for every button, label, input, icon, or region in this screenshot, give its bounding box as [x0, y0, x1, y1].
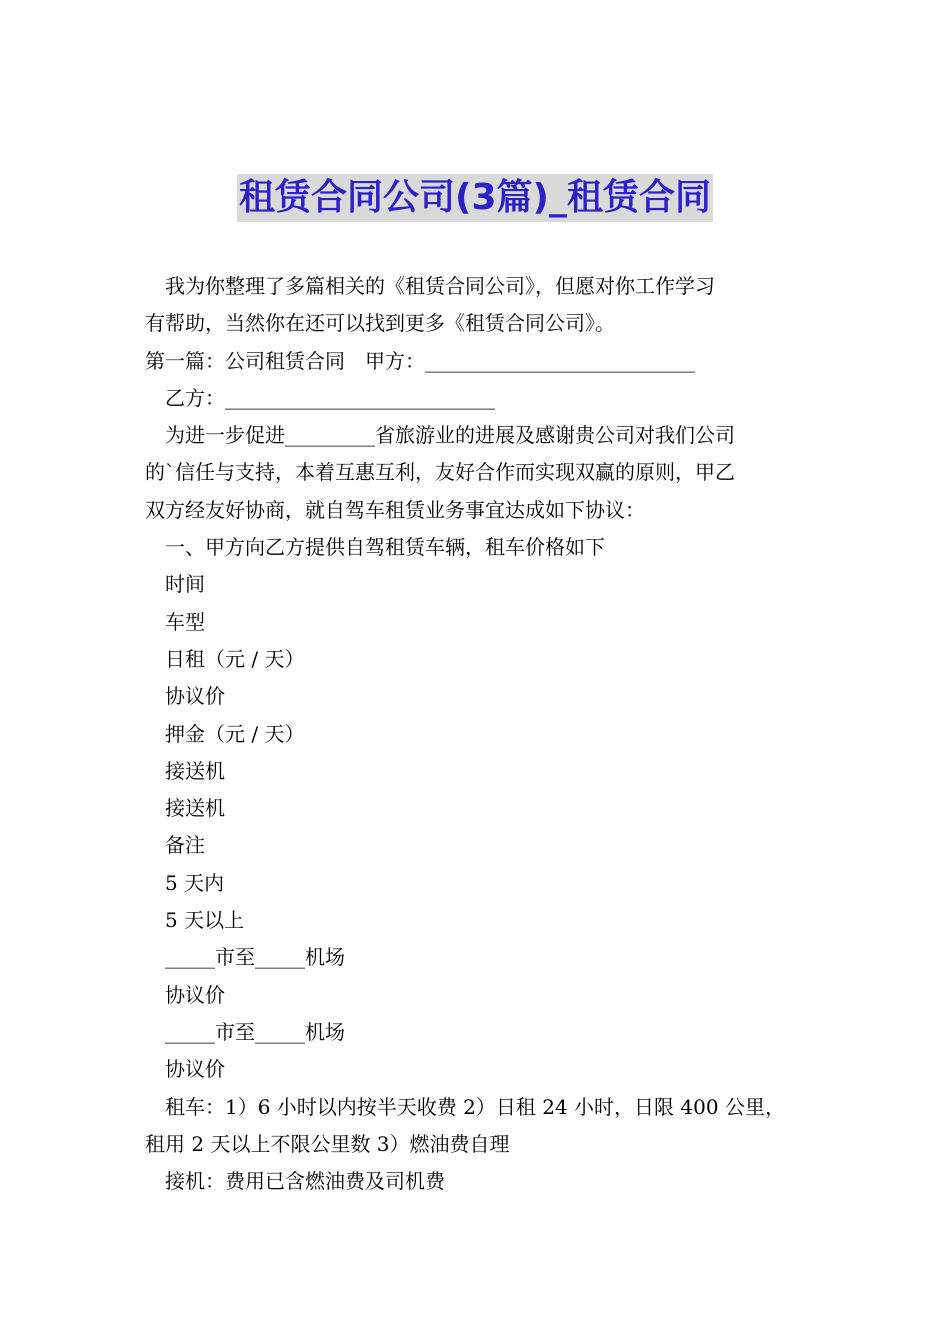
table-line: 车型: [165, 609, 205, 634]
clause-1: 一、甲方向乙方提供自驾租赁车辆，租车价格如下: [165, 535, 605, 560]
intro-line-1: 我为你整理了多篇相关的《租赁合同公司》，但愿对你工作学习: [165, 274, 715, 298]
table-line: 接送机: [165, 796, 225, 821]
document-body: [145, 268, 835, 1200]
rental-terms-line-2: 租用 2 天以上不限公里数 3）燃油费自理: [145, 1131, 510, 1156]
table-line: 5 天内: [165, 870, 225, 895]
party-b-line: 乙方：___________________________: [165, 385, 495, 410]
table-line: 接送机: [165, 758, 225, 783]
para1-line-1: 为进一步促进_________省旅游业的进展及感谢贵公司对我们公司: [165, 423, 735, 448]
section1-heading: 第一篇：公司租赁合同 甲方：___________________________: [145, 348, 695, 373]
table-line: 协议价: [165, 684, 225, 709]
para1-line-3: 双方经友好协商，就自驾车租赁业务事宜达成如下协议：: [145, 497, 645, 522]
table-line: 协议价: [165, 1057, 225, 1082]
title-wrap: [0, 174, 950, 222]
table-line: _____市至_____机场: [165, 945, 345, 970]
table-line: 5 天以上: [165, 908, 245, 933]
table-line: 协议价: [165, 982, 225, 1007]
table-line: 备注: [165, 833, 205, 858]
table-line: _____市至_____机场: [165, 1019, 345, 1044]
pickup-terms-line: 接机：费用已含燃油费及司机费: [165, 1169, 445, 1194]
intro-line-2: 有帮助，当然你在还可以找到更多《租赁合同公司》。: [145, 311, 615, 336]
document-title: 租赁合同公司(3篇)_租赁合同: [237, 174, 713, 222]
para1-line-2: 的`信任与支持，本着互惠互利，友好合作而实现双赢的原则，甲乙: [145, 460, 735, 485]
table-line: 日租（元 / 天）: [165, 646, 305, 671]
table-line: 押金（元 / 天）: [165, 721, 305, 746]
table-line: 时间: [165, 572, 205, 597]
rental-terms-line-1: 租车：1）6 小时以内按半天收费 2）日租 24 小时，日限 400 公里，: [165, 1094, 785, 1119]
